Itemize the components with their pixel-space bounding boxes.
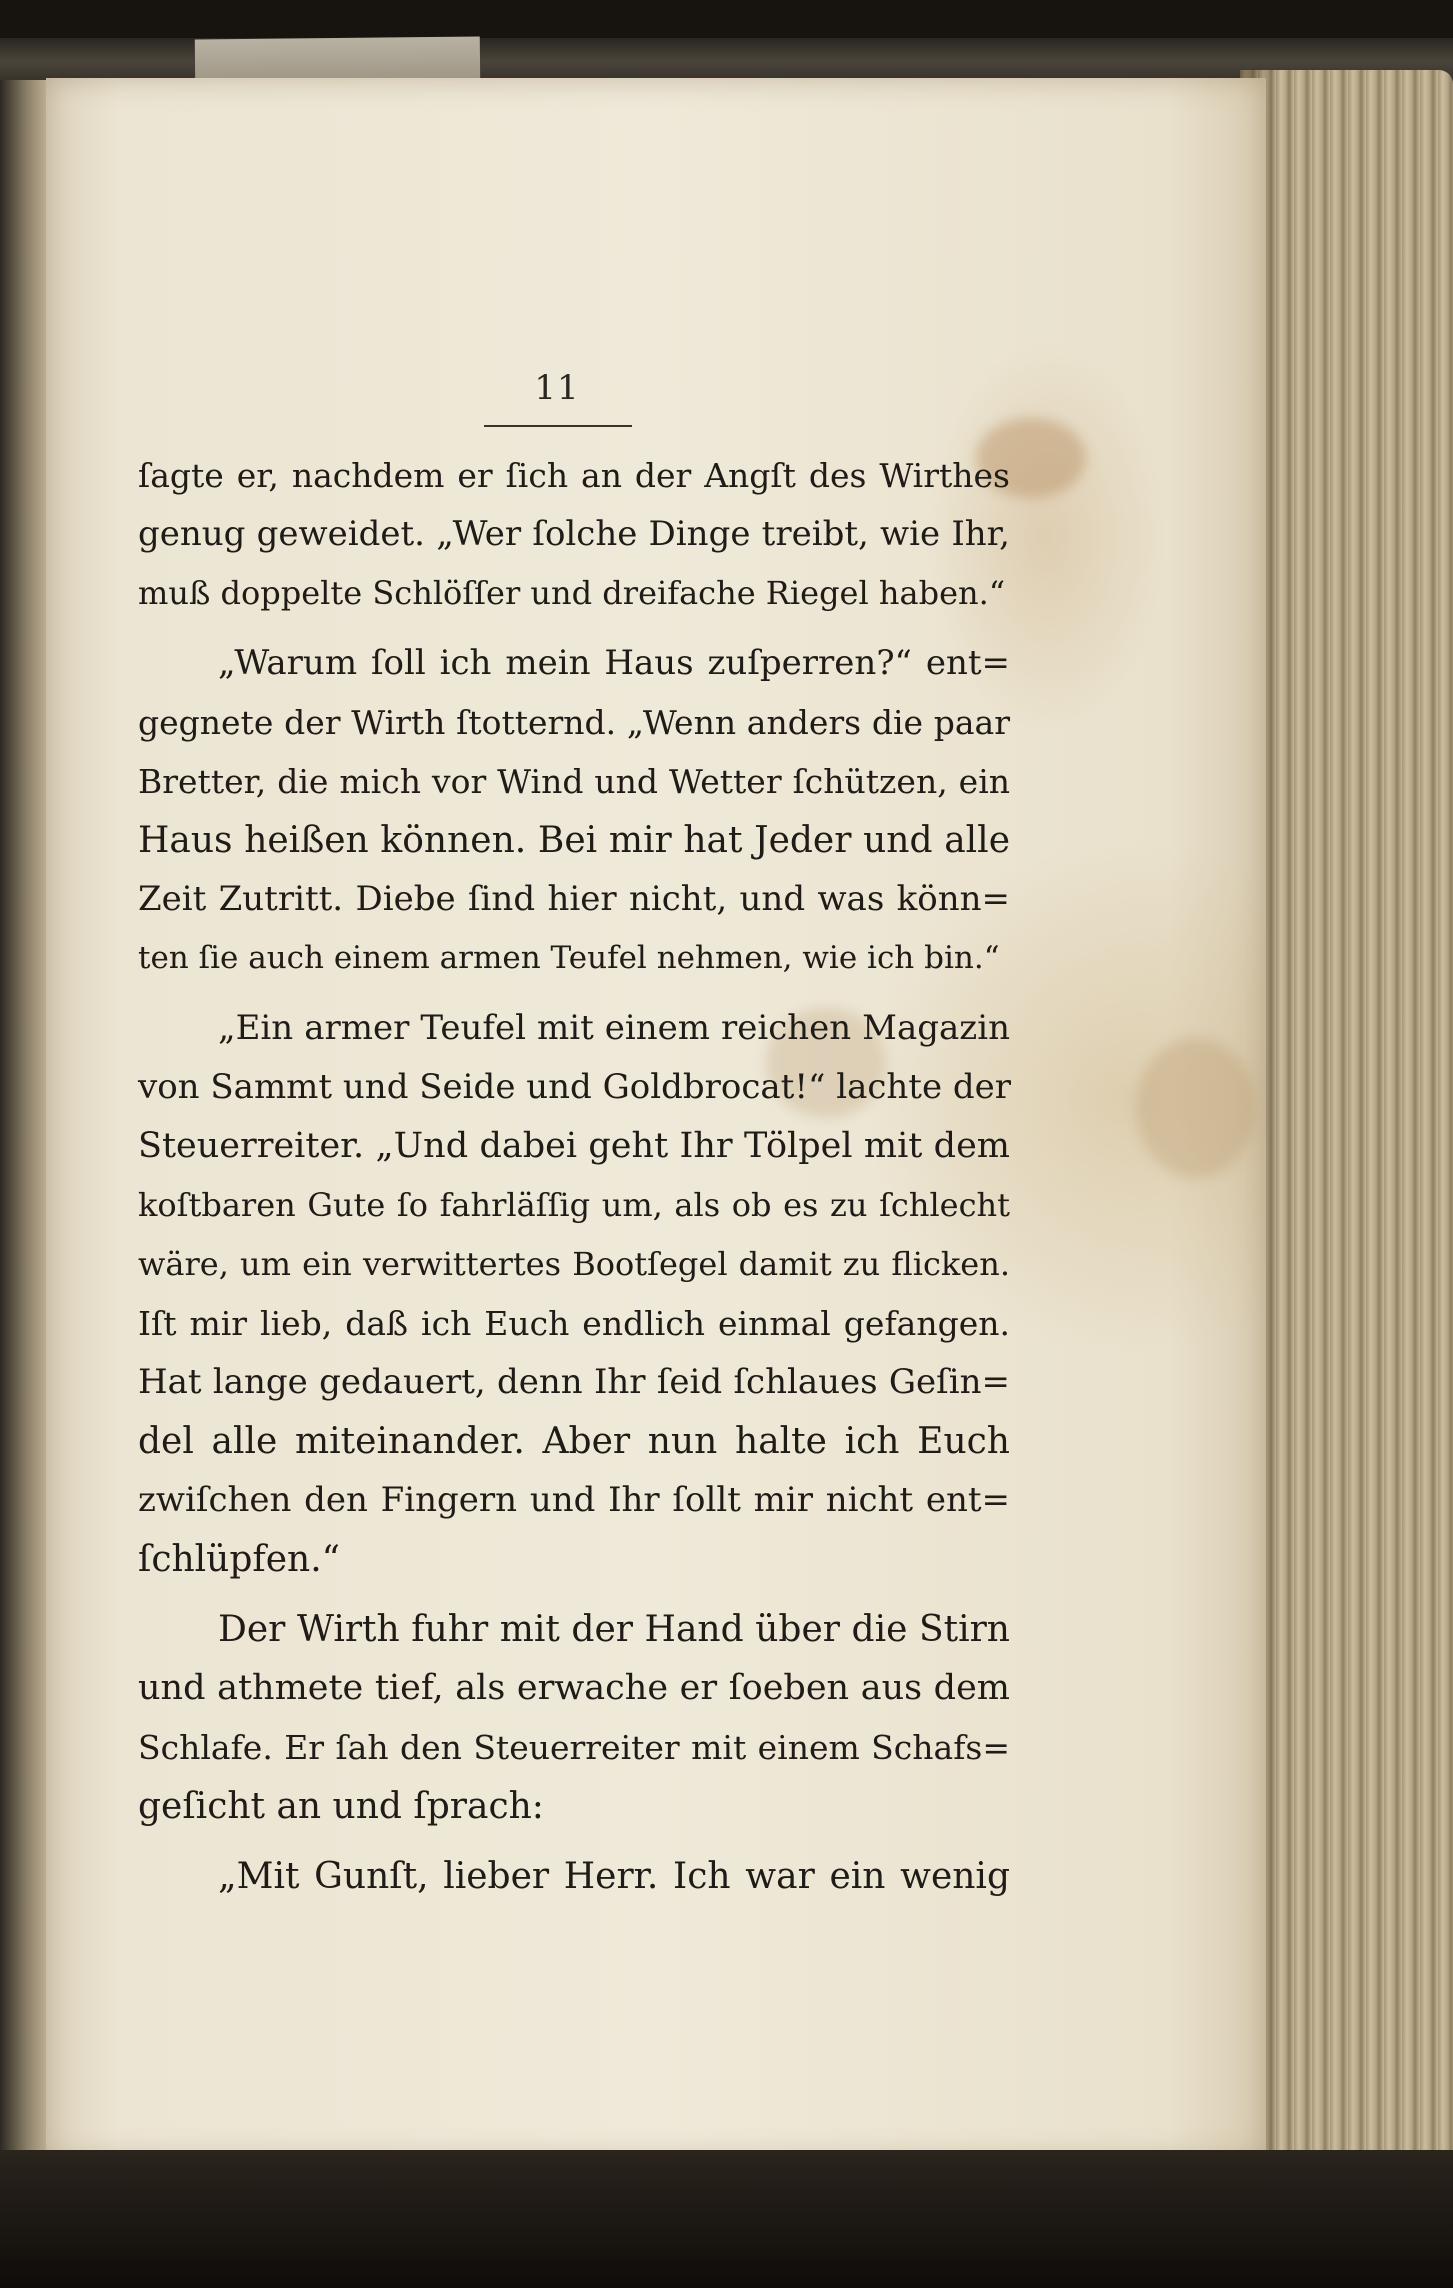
text-line: ſagte er, nachdem er ſich an der Angſt des Wirthes bbox=[138, 456, 1010, 495]
page-number: 11 bbox=[534, 368, 580, 408]
text-line: Steuerreiter. „Und dabei geht Ihr Tölpel mit dem bbox=[138, 1126, 1010, 1166]
paragraph bbox=[138, 446, 1010, 623]
paragraph bbox=[138, 999, 1010, 1589]
book-page bbox=[46, 78, 1266, 2160]
text-line: und athmete tief, als erwache er ſoeben aus dem bbox=[138, 1668, 1010, 1708]
paragraph bbox=[138, 1847, 1010, 1906]
text-line: Hat lange gedauert, denn Ihr ſeid ſchlaues Geſin= bbox=[138, 1362, 1010, 1402]
text-line: Der Wirth fuhr mit der Hand über die Stirn bbox=[218, 1609, 1010, 1650]
text-line: ſchlüpfen.“ bbox=[138, 1539, 341, 1580]
text-line: ten ſie auch einem armen Teufel nehmen, wie ich bin.“ bbox=[138, 940, 1000, 976]
book-spine bbox=[0, 80, 50, 2160]
text-line: Iſt mir lieb, daß ich Euch endlich einmal gefangen. bbox=[138, 1304, 1010, 1343]
paragraph bbox=[138, 634, 1010, 988]
text-line: genug geweidet. „Wer ſolche Dinge treibt, wie Ihr, bbox=[138, 514, 1010, 554]
text-line: „Mit Gunſt, lieber Herr. Ich war ein wenig bbox=[218, 1856, 1010, 1897]
text-line: muß doppelte Schlöſſer und dreifache Riegel haben.“ bbox=[138, 574, 1006, 612]
text-line: Haus heißen können. Bei mir hat Jeder und alle bbox=[138, 820, 1010, 861]
text-line: Bretter, die mich vor Wind und Wetter ſchützen, ein bbox=[138, 762, 1010, 801]
text-line: wäre, um ein verwittertes Bootſegel damit zu flicken. bbox=[138, 1245, 1010, 1283]
text-line: Schlafe. Er ſah den Steuerreiter mit einem Schafs= bbox=[138, 1728, 1010, 1767]
folio-rule bbox=[484, 425, 632, 427]
scan-bottom-shadow bbox=[0, 2150, 1453, 2288]
text-line: Zeit Zutritt. Diebe ſind hier nicht, und was könn= bbox=[138, 879, 1010, 919]
text-line: geſicht an und ſprach: bbox=[138, 1786, 544, 1827]
text-line: zwiſchen den Fingern und Ihr ſollt mir nicht ent= bbox=[138, 1480, 1010, 1520]
text-line: del alle miteinander. Aber nun halte ich Euch bbox=[138, 1421, 1010, 1462]
text-line: koſtbaren Gute ſo fahrläſſig um, als ob es zu ſchlecht bbox=[138, 1186, 1010, 1224]
text-line: von Sammt und Seide und Goldbrocat!“ lachte der bbox=[138, 1067, 1012, 1107]
body-text bbox=[138, 446, 1010, 1906]
paragraph bbox=[138, 1600, 1010, 1836]
paper-stain bbox=[1136, 1038, 1256, 1178]
text-line: gegnete der Wirth ſtotternd. „Wenn anders die paar bbox=[138, 703, 1010, 742]
text-line: „Ein armer Teufel mit einem reichen Magazin bbox=[218, 1008, 1010, 1048]
text-line: „Warum ſoll ich mein Haus zuſperren?“ ent= bbox=[218, 643, 1010, 683]
